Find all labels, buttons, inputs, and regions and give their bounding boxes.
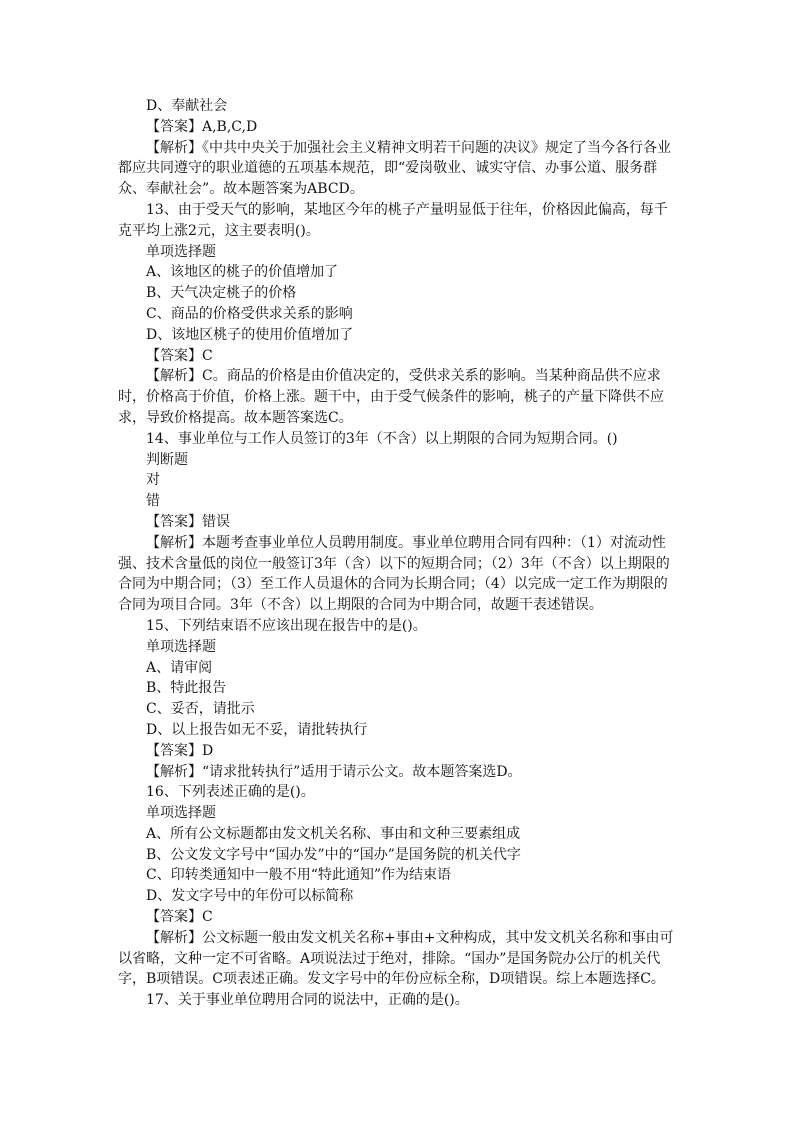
question-type: 单项选择题 (146, 243, 216, 260)
option-line: D、奉献社会 (146, 98, 228, 114)
answer-line: 【答案】D (146, 742, 214, 759)
explanation-paragraph: 【解析】“请求批转执行”适用于请示公文。故本题答案选D。 (146, 763, 522, 780)
option-line: D、发文字号中的年份可以标简称 (146, 888, 354, 905)
question-16: 16、下列表述正确的是()。 (146, 784, 315, 801)
explanation-paragraph: 【解析】C。商品的价格是由价值决定的，受供求关系的影响。当某种商品供不应求时，价格高于价值，价格上涨。题干中，由于受气候条件的影响，桃子的产量下降供不应求，导致价格提高。故本题答案选C。 (118, 368, 664, 426)
option-line: C、商品的价格受供求关系的影响 (146, 305, 353, 322)
option-line: 错 (146, 493, 160, 510)
option-line: B、公文发文字号中“国办发”中的“国办”是国务院的机关代字 (146, 846, 521, 863)
option-line: 对 (146, 472, 160, 489)
option-line: B、天气决定桃子的价格 (146, 285, 297, 302)
question-type: 单项选择题 (146, 805, 216, 822)
question-type: 单项选择题 (146, 638, 216, 655)
option-line: D、以上报告如无不妥，请批转执行 (146, 721, 368, 738)
answer-line: 【答案】C (146, 347, 213, 364)
explanation-paragraph: 【解析】《中共中央关于加强社会主义精神文明若干问题的决议》规定了当今各行各业都应共同遵守的职业道德的五项基本规范，即“爱岗敬业、诚实守信、办事公道、服务群众、奉献社会”。故本题答案为ABCD。 (118, 139, 671, 198)
question-13: 13、由于受天气的影响，某地区今年的桃子产量明显低于往年，价格因此偏高，每千克平均上涨2元，这主要表明()。 (118, 201, 668, 239)
option-line: C、妥否，请批示 (146, 701, 255, 718)
option-line: B、特此报告 (146, 680, 227, 697)
option-line: D、该地区桃子的使用价值增加了 (146, 326, 354, 343)
question-14: 14、事业单位与工作人员签订的3年（不含）以上期限的合同为短期合同。() (146, 430, 618, 447)
option-line: A、请审阅 (146, 659, 213, 676)
question-type: 判断题 (146, 451, 188, 468)
document-body (118, 96, 676, 1011)
explanation-paragraph: 【解析】公文标题一般由发文机关名称+事由+文种构成，其中发文机关名称和事由可以省略，文种一定不可省略。A项说法过于绝对，排除。“国办”是国务院办公厅的机关代字，B项错误。C项表述正确。发文字号中的年份应标全称，D项错误。综上本题选择C。 (118, 929, 674, 988)
option-line: C、印转类通知中一般不用“特此通知”作为结束语 (146, 867, 452, 884)
answer-line: 【答案】A,B,C,D (146, 118, 258, 135)
option-line: A、该地区的桃子的价值增加了 (146, 264, 339, 281)
answer-line: 【答案】错误 (146, 513, 230, 530)
explanation-paragraph: 【解析】本题考查事业单位人员聘用制度。事业单位聘用合同有四种：（1）对流动性强、技术含量低的岗位一般签订3年（含）以下的短期合同；（2）3年（不含）以上期限的合同为中期合同；（3）至工作人员退休的合同为长期合同；（4）以完成一定工作为期限的合同为项目合同。3年（不含）以上期限的合同为中期合同，故题干表述错误。 (118, 534, 670, 614)
question-15: 15、下列结束语不应该出现在报告中的是()。 (146, 617, 427, 634)
question-17: 17、关于事业单位聘用合同的说法中，正确的是()。 (146, 992, 469, 1009)
answer-line: 【答案】C (146, 909, 213, 926)
option-line: A、所有公文标题都由发文机关名称、事由和文种三要素组成 (146, 825, 521, 842)
